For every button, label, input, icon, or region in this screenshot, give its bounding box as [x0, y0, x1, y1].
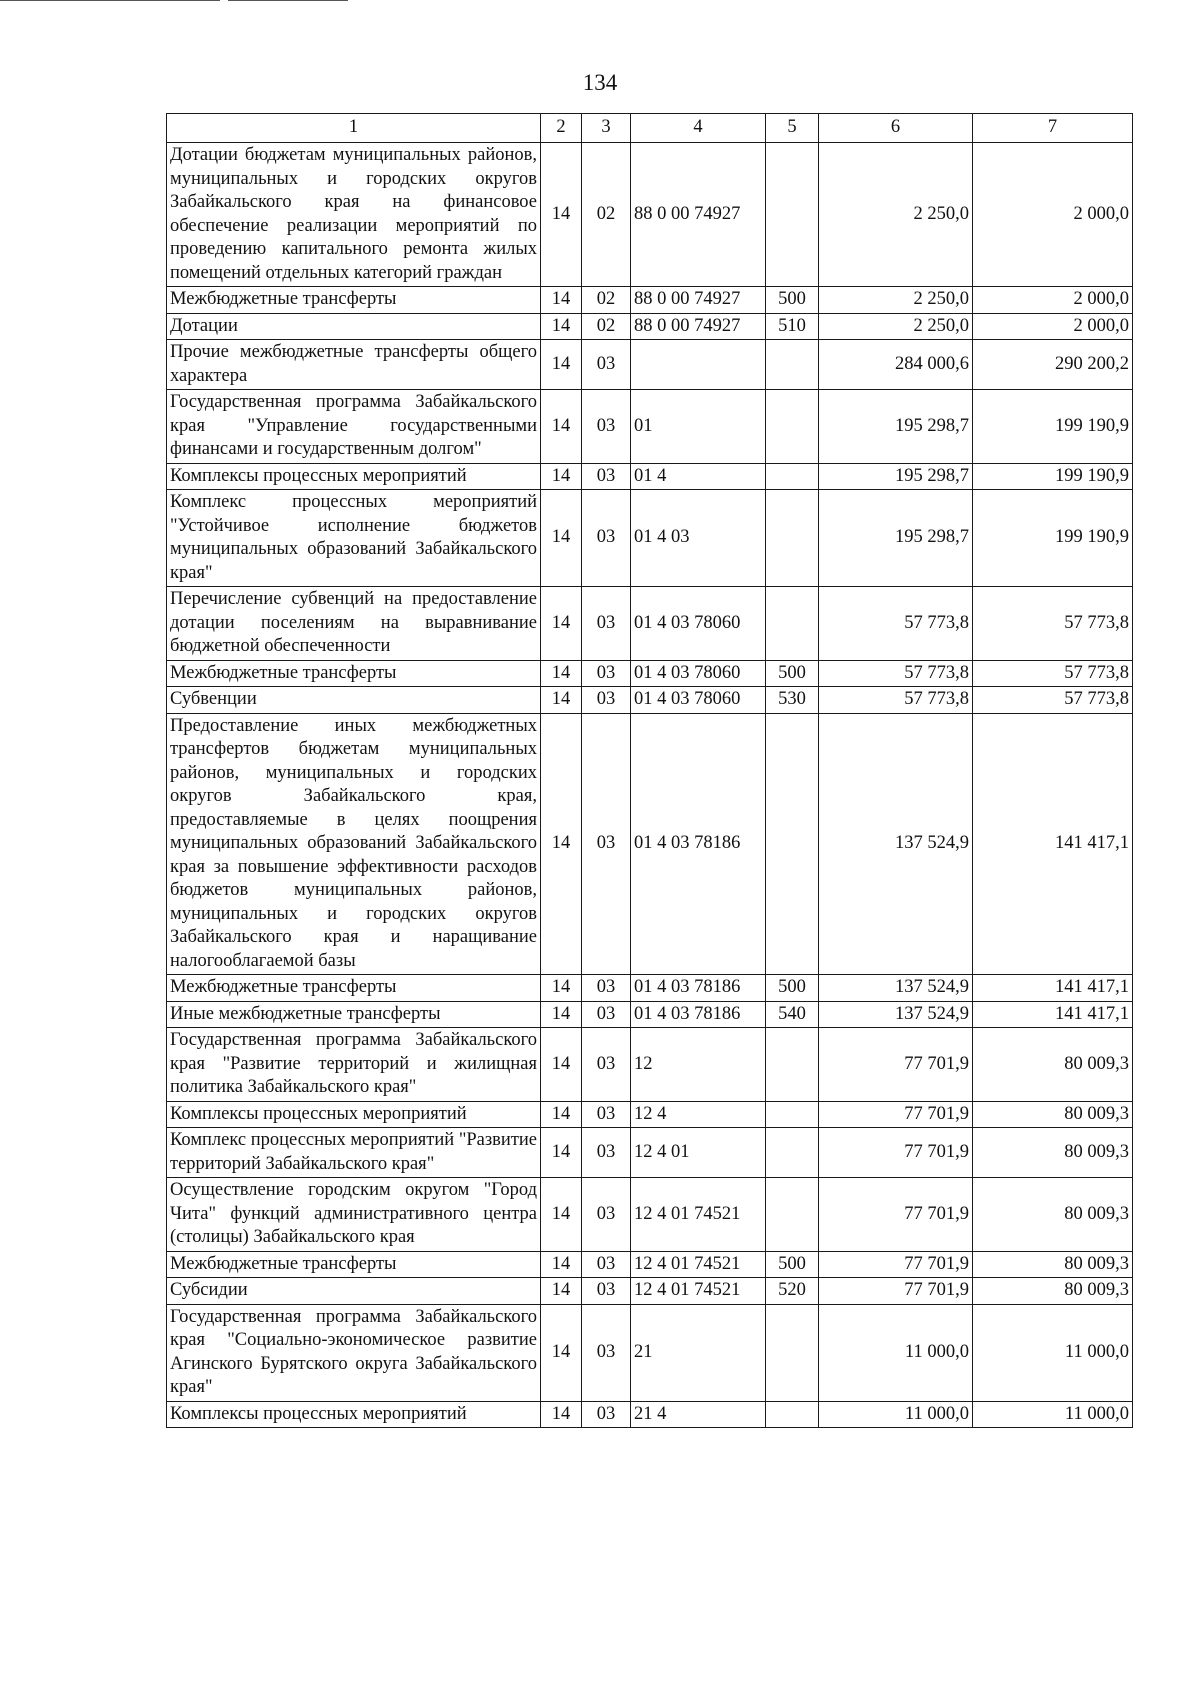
- expense-type-code: 510: [766, 313, 819, 340]
- item-name: Межбюджетные трансферты: [167, 975, 541, 1002]
- expense-type-code: [766, 490, 819, 587]
- amount-year-1: 195 298,7: [819, 390, 973, 464]
- subsection-code: 03: [582, 390, 631, 464]
- subsection-code: 03: [582, 1304, 631, 1401]
- scan-edge-line: [0, 0, 220, 1]
- amount-year-2: 11 000,0: [973, 1401, 1133, 1428]
- target-article-code: 01 4 03 78186: [631, 975, 766, 1002]
- item-name: Субвенции: [167, 687, 541, 714]
- section-code: 14: [541, 287, 582, 314]
- amount-year-2: 80 009,3: [973, 1128, 1133, 1178]
- amount-year-1: 137 524,9: [819, 975, 973, 1002]
- table-row: [167, 1251, 1133, 1278]
- table-row: [167, 143, 1133, 287]
- target-article-code: 01: [631, 390, 766, 464]
- table-row: [167, 490, 1133, 587]
- amount-year-1: 11 000,0: [819, 1304, 973, 1401]
- page-number: 134: [582, 70, 618, 95]
- item-name: Субсидии: [167, 1278, 541, 1305]
- amount-year-1: 77 701,9: [819, 1028, 973, 1102]
- table-row: [167, 1101, 1133, 1128]
- item-name: Комплекс процессных мероприятий "Развитие территорий Забайкальского края": [167, 1128, 541, 1178]
- item-name: Дотации бюджетам муниципальных районов, муниципальных и городских округов Забайкальского края на финансовое обеспечение реализации мероприятий по проведению капитального ремонта жилых помещений отдельных категорий граждан: [167, 143, 541, 287]
- amount-year-2: 141 417,1: [973, 975, 1133, 1002]
- section-code: 14: [541, 463, 582, 490]
- target-article-code: 01 4 03 78060: [631, 587, 766, 661]
- item-name: Комплексы процессных мероприятий: [167, 463, 541, 490]
- target-article-code: 12 4: [631, 1101, 766, 1128]
- subsection-code: 03: [582, 1128, 631, 1178]
- target-article-code: 88 0 00 74927: [631, 143, 766, 287]
- amount-year-1: 57 773,8: [819, 660, 973, 687]
- section-code: 14: [541, 1101, 582, 1128]
- amount-year-2: 80 009,3: [973, 1028, 1133, 1102]
- expense-type-code: [766, 1128, 819, 1178]
- expense-type-code: [766, 390, 819, 464]
- expense-type-code: 540: [766, 1001, 819, 1028]
- section-code: 14: [541, 713, 582, 975]
- amount-year-1: 2 250,0: [819, 313, 973, 340]
- target-article-code: 12 4 01 74521: [631, 1251, 766, 1278]
- subsection-code: 03: [582, 587, 631, 661]
- table-row: [167, 1178, 1133, 1252]
- subsection-code: 03: [582, 975, 631, 1002]
- amount-year-1: 77 701,9: [819, 1178, 973, 1252]
- section-code: 14: [541, 1278, 582, 1305]
- amount-year-1: 57 773,8: [819, 687, 973, 714]
- amount-year-1: 57 773,8: [819, 587, 973, 661]
- item-name: Прочие межбюджетные трансферты общего характера: [167, 340, 541, 390]
- item-name: Государственная программа Забайкальского края "Управление государственными финансами и государственным долгом": [167, 390, 541, 464]
- target-article-code: 12 4 01: [631, 1128, 766, 1178]
- expense-type-code: [766, 1304, 819, 1401]
- expense-type-code: [766, 1178, 819, 1252]
- table-row: [167, 1128, 1133, 1178]
- amount-year-2: 80 009,3: [973, 1101, 1133, 1128]
- subsection-code: 03: [582, 340, 631, 390]
- item-name: Иные межбюджетные трансферты: [167, 1001, 541, 1028]
- amount-year-1: 195 298,7: [819, 463, 973, 490]
- amount-year-2: 199 190,9: [973, 463, 1133, 490]
- column-number-3: 3: [582, 114, 631, 143]
- amount-year-1: 284 000,6: [819, 340, 973, 390]
- subsection-code: 03: [582, 1401, 631, 1428]
- section-code: 14: [541, 143, 582, 287]
- amount-year-2: 80 009,3: [973, 1251, 1133, 1278]
- subsection-code: 03: [582, 1028, 631, 1102]
- amount-year-2: 80 009,3: [973, 1178, 1133, 1252]
- amount-year-2: 11 000,0: [973, 1304, 1133, 1401]
- section-code: 14: [541, 975, 582, 1002]
- expense-type-code: [766, 340, 819, 390]
- column-number-4: 4: [631, 114, 766, 143]
- item-name: Дотации: [167, 313, 541, 340]
- item-name: Государственная программа Забайкальского края "Развитие территорий и жилищная политика Забайкальского края": [167, 1028, 541, 1102]
- target-article-code: 12 4 01 74521: [631, 1178, 766, 1252]
- amount-year-1: 77 701,9: [819, 1101, 973, 1128]
- amount-year-1: 77 701,9: [819, 1278, 973, 1305]
- expense-type-code: 500: [766, 975, 819, 1002]
- item-name: Государственная программа Забайкальского края "Социально-экономическое развитие Агинского Бурятского округа Забайкальского края": [167, 1304, 541, 1401]
- amount-year-2: 2 000,0: [973, 143, 1133, 287]
- expense-type-code: [766, 1101, 819, 1128]
- section-code: 14: [541, 390, 582, 464]
- target-article-code: 01 4 03 78060: [631, 660, 766, 687]
- subsection-code: 03: [582, 1178, 631, 1252]
- subsection-code: 03: [582, 713, 631, 975]
- subsection-code: 03: [582, 660, 631, 687]
- target-article-code: 01 4 03: [631, 490, 766, 587]
- subsection-code: 03: [582, 1251, 631, 1278]
- target-article-code: 12 4 01 74521: [631, 1278, 766, 1305]
- section-code: 14: [541, 1028, 582, 1102]
- subsection-code: 03: [582, 1278, 631, 1305]
- amount-year-1: 195 298,7: [819, 490, 973, 587]
- target-article-code: 21: [631, 1304, 766, 1401]
- amount-year-1: 137 524,9: [819, 713, 973, 975]
- item-name: Комплексы процессных мероприятий: [167, 1101, 541, 1128]
- amount-year-1: 77 701,9: [819, 1251, 973, 1278]
- section-code: 14: [541, 1304, 582, 1401]
- subsection-code: 03: [582, 687, 631, 714]
- section-code: 14: [541, 313, 582, 340]
- target-article-code: 01 4 03 78186: [631, 713, 766, 975]
- amount-year-1: 2 250,0: [819, 287, 973, 314]
- table-row: [167, 660, 1133, 687]
- amount-year-2: 57 773,8: [973, 687, 1133, 714]
- target-article-code: 01 4: [631, 463, 766, 490]
- amount-year-2: 2 000,0: [973, 287, 1133, 314]
- table-row: [167, 1278, 1133, 1305]
- amount-year-2: 57 773,8: [973, 587, 1133, 661]
- subsection-code: 03: [582, 463, 631, 490]
- table-row: [167, 687, 1133, 714]
- target-article-code: 88 0 00 74927: [631, 313, 766, 340]
- column-number-1: 1: [167, 114, 541, 143]
- item-name: Межбюджетные трансферты: [167, 1251, 541, 1278]
- expense-type-code: 500: [766, 660, 819, 687]
- column-number-6: 6: [819, 114, 973, 143]
- target-article-code: 88 0 00 74927: [631, 287, 766, 314]
- section-code: 14: [541, 1401, 582, 1428]
- subsection-code: 03: [582, 1101, 631, 1128]
- amount-year-2: 80 009,3: [973, 1278, 1133, 1305]
- target-article-code: [631, 340, 766, 390]
- column-number-header-row: [167, 114, 1133, 143]
- amount-year-2: 199 190,9: [973, 390, 1133, 464]
- item-name: Комплекс процессных мероприятий "Устойчивое исполнение бюджетов муниципальных образований Забайкальского края": [167, 490, 541, 587]
- item-name: Межбюджетные трансферты: [167, 287, 541, 314]
- target-article-code: 21 4: [631, 1401, 766, 1428]
- table-row: [167, 975, 1133, 1002]
- table-row: [167, 1401, 1133, 1428]
- section-code: 14: [541, 1178, 582, 1252]
- table-row: [167, 313, 1133, 340]
- table-row: [167, 713, 1133, 975]
- table-row: [167, 287, 1133, 314]
- item-name: Перечисление субвенций на предоставление дотации поселениям на выравнивание бюджетной обеспеченности: [167, 587, 541, 661]
- expense-type-code: [766, 587, 819, 661]
- scan-edge-line-short: [228, 0, 348, 1]
- item-name: Предоставление иных межбюджетных трансфертов бюджетам муниципальных районов, муниципальных и городских округов Забайкальского края, предоставляемые в целях поощрения муниципальных образований Забайкальского края за повышение эффективности расходов бюджетов муниципальных районов, муниципальных и городских округов Забайкальского края и наращивание налогооблагаемой базы: [167, 713, 541, 975]
- table-row: [167, 340, 1133, 390]
- table-row: [167, 1028, 1133, 1102]
- expense-type-code: [766, 143, 819, 287]
- amount-year-1: 137 524,9: [819, 1001, 973, 1028]
- item-name: Комплексы процессных мероприятий: [167, 1401, 541, 1428]
- item-name: Осуществление городским округом "Город Чита" функций административного центра (столицы) Забайкальского края: [167, 1178, 541, 1252]
- expense-type-code: 500: [766, 287, 819, 314]
- amount-year-1: 2 250,0: [819, 143, 973, 287]
- amount-year-2: 141 417,1: [973, 713, 1133, 975]
- expense-type-code: [766, 713, 819, 975]
- amount-year-2: 57 773,8: [973, 660, 1133, 687]
- column-number-5: 5: [766, 114, 819, 143]
- column-number-2: 2: [541, 114, 582, 143]
- target-article-code: 01 4 03 78060: [631, 687, 766, 714]
- subsection-code: 03: [582, 1001, 631, 1028]
- target-article-code: 12: [631, 1028, 766, 1102]
- item-name: Межбюджетные трансферты: [167, 660, 541, 687]
- section-code: 14: [541, 687, 582, 714]
- section-code: 14: [541, 1251, 582, 1278]
- section-code: 14: [541, 490, 582, 587]
- amount-year-2: 199 190,9: [973, 490, 1133, 587]
- expense-type-code: [766, 1028, 819, 1102]
- expense-type-code: 530: [766, 687, 819, 714]
- section-code: 14: [541, 587, 582, 661]
- section-code: 14: [541, 660, 582, 687]
- amount-year-2: 141 417,1: [973, 1001, 1133, 1028]
- expense-type-code: [766, 463, 819, 490]
- expense-type-code: [766, 1401, 819, 1428]
- amount-year-1: 77 701,9: [819, 1128, 973, 1178]
- budget-table-body: [167, 114, 1133, 1428]
- subsection-code: 02: [582, 313, 631, 340]
- amount-year-1: 11 000,0: [819, 1401, 973, 1428]
- section-code: 14: [541, 340, 582, 390]
- subsection-code: 02: [582, 287, 631, 314]
- target-article-code: 01 4 03 78186: [631, 1001, 766, 1028]
- section-code: 14: [541, 1001, 582, 1028]
- table-row: [167, 1001, 1133, 1028]
- table-row: [167, 587, 1133, 661]
- amount-year-2: 2 000,0: [973, 313, 1133, 340]
- budget-table: [166, 113, 1133, 1428]
- subsection-code: 03: [582, 490, 631, 587]
- section-code: 14: [541, 1128, 582, 1178]
- subsection-code: 02: [582, 143, 631, 287]
- table-row: [167, 390, 1133, 464]
- column-number-7: 7: [973, 114, 1133, 143]
- amount-year-2: 290 200,2: [973, 340, 1133, 390]
- expense-type-code: 500: [766, 1251, 819, 1278]
- table-row: [167, 463, 1133, 490]
- expense-type-code: 520: [766, 1278, 819, 1305]
- table-row: [167, 1304, 1133, 1401]
